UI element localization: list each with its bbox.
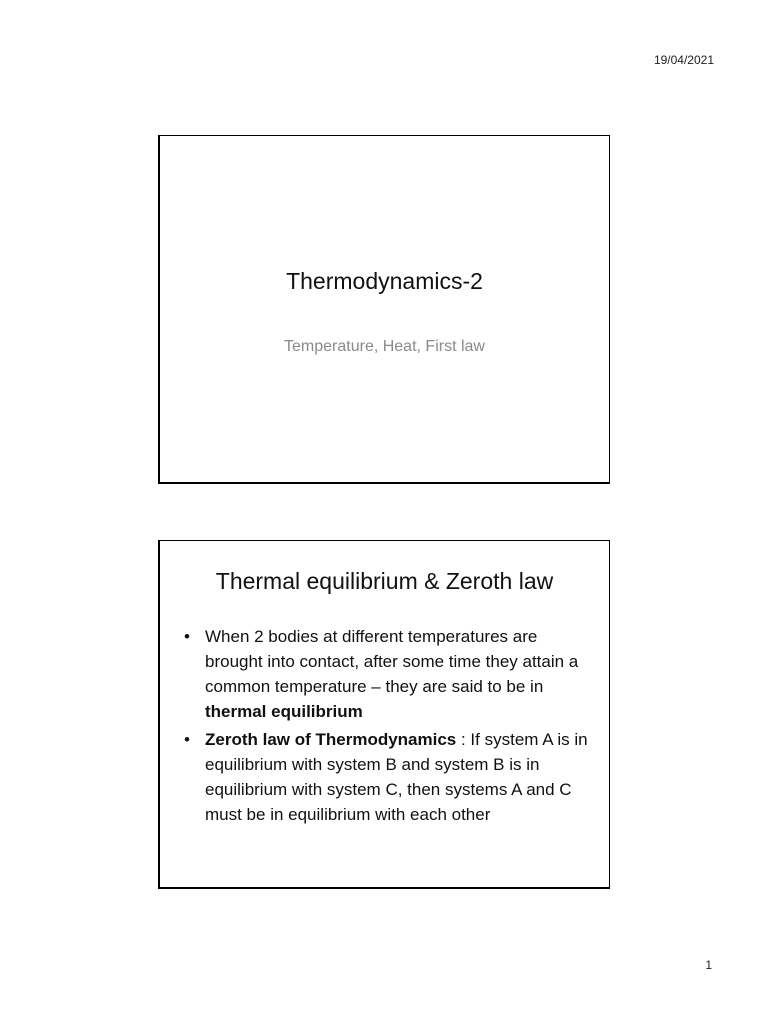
- slide-thermal-equilibrium: [158, 540, 610, 889]
- bullet-bold-term: thermal equilibrium: [205, 702, 363, 721]
- slide-heading: Thermal equilibrium & Zeroth law: [215, 568, 554, 594]
- bullet-item-zeroth-law: [184, 727, 589, 827]
- slide-title: Thermodynamics-2: [286, 268, 483, 294]
- bullet-icon: •: [184, 627, 190, 646]
- bullet-item-thermal-equilibrium: [184, 624, 589, 724]
- page-date: 19/04/2021: [653, 53, 714, 67]
- bullet-text: When 2 bodies at different temperatures are brought into contact, after some time they attain a common temperature – they are said to be in: [205, 627, 579, 696]
- page-number: 1: [705, 958, 712, 972]
- bullet-text: : If system A is in equilibrium with system B and system B is in equilibrium with system C, then systems A and C must be in equilibrium with each other: [205, 730, 588, 824]
- slide-subtitle: Temperature, Heat, First law: [284, 338, 485, 355]
- bullet-bold-term: Zeroth law of Thermodynamics: [205, 730, 457, 749]
- bullet-list: [184, 624, 589, 830]
- bullet-icon: •: [184, 730, 190, 749]
- slide-thermodynamics-2: [158, 135, 610, 484]
